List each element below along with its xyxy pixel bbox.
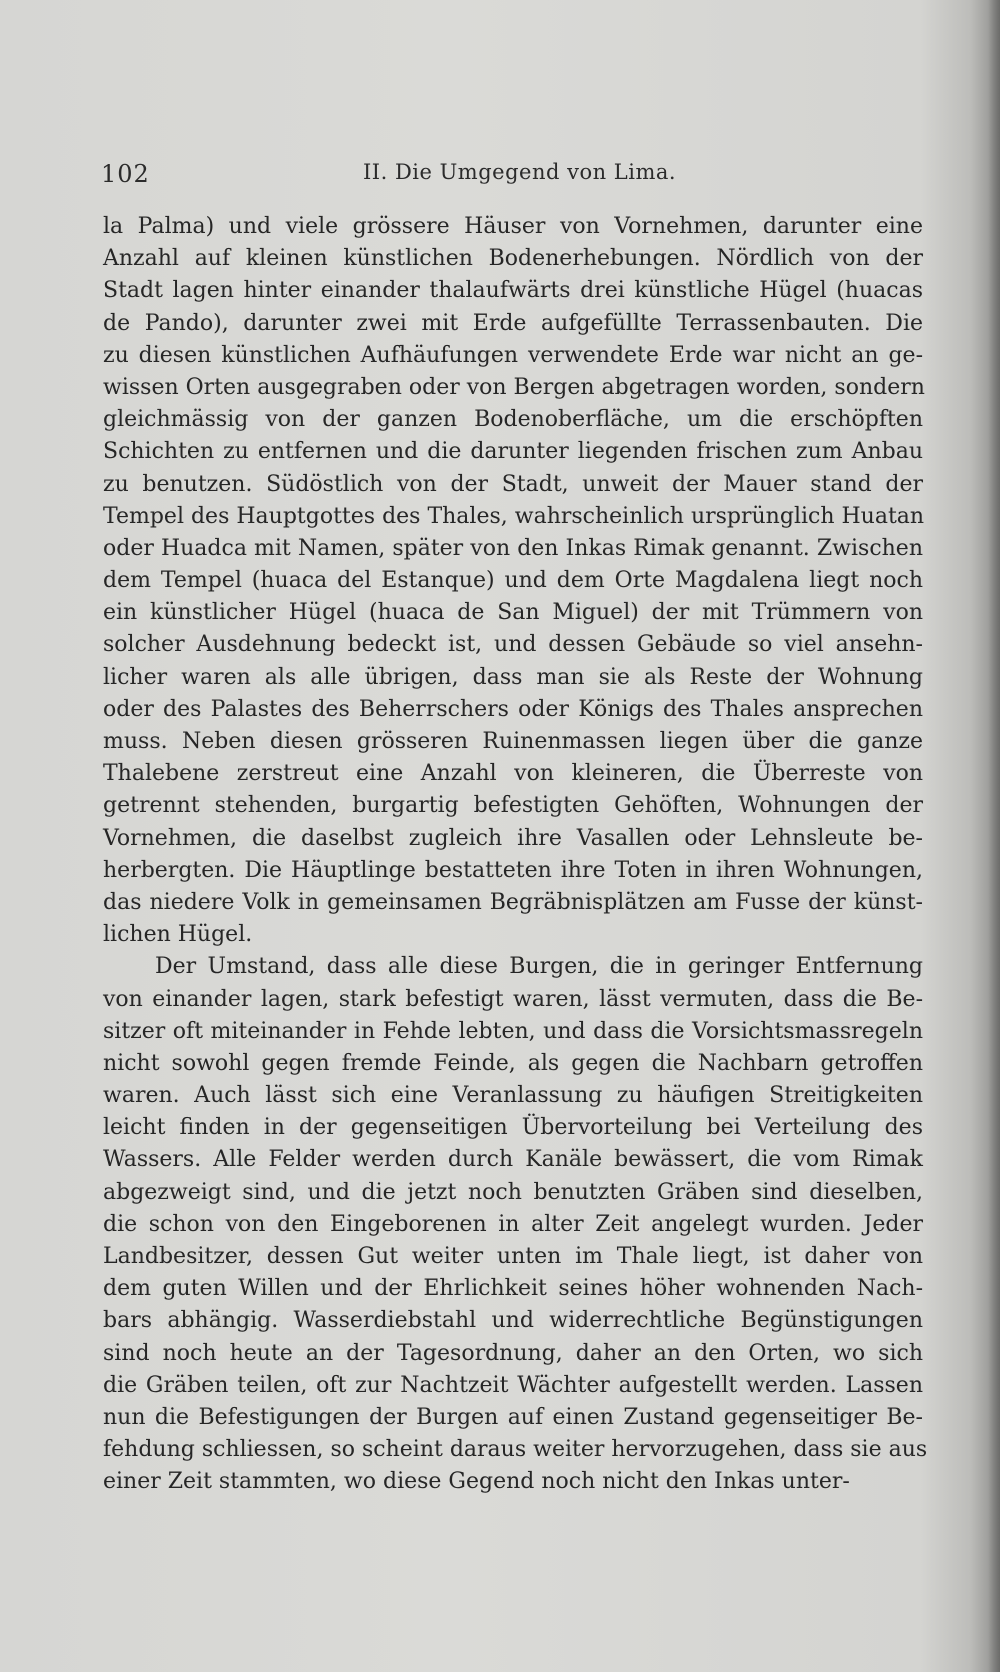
text-line: getrennt stehenden, burgartig befestigten Gehöften, Wohnungen der xyxy=(103,793,923,819)
text-line: lichen Hügel. xyxy=(103,922,253,948)
text-line: oder des Palastes des Beherrschers oder Königs des Thales ansprechen xyxy=(103,696,923,722)
text-line: Landbesitzer, dessen Gut weiter unten im Thale liegt, ist daher von xyxy=(103,1244,923,1269)
text-line: bars abhängig. Wasserdiebstahl und widerrechtliche Begünstigungen xyxy=(103,1308,923,1334)
text-line: die schon von den Eingeborenen in alter Zeit angelegt wurden. Jeder xyxy=(103,1211,923,1237)
text-line: nun die Befestigungen der Burgen auf einen Zustand gegenseitiger Be- xyxy=(103,1404,923,1430)
text-line: Stadt lagen hinter einander thalaufwärts drei künstliche Hügel (huacas xyxy=(103,278,923,304)
running-head: II. Die Umgegend von Lima. xyxy=(363,160,677,184)
page-header xyxy=(101,160,901,194)
text-line: Tempel des Hauptgottes des Thales, wahrscheinlich ursprünglich Huatan xyxy=(103,503,925,529)
text-line: oder Huadca mit Namen, später von den Inkas Rimak genannt. Zwischen xyxy=(103,535,923,561)
text-line: von einander lagen, stark befestigt waren, lässt vermuten, dass die Be- xyxy=(103,986,923,1012)
text-line: sind noch heute an der Tagesordnung, daher an den Orten, wo sich xyxy=(103,1340,923,1366)
page-number: 102 xyxy=(101,160,150,188)
paragraph-2 xyxy=(103,951,928,1498)
text-line: ein künstlicher Hügel (huaca de San Miguel) der mit Trümmern von xyxy=(103,600,923,626)
text-line: die Gräben teilen, oft zur Nachtzeit Wächter aufgestellt werden. Lassen xyxy=(103,1372,923,1398)
text-line: dem Tempel (huaca del Estanque) und dem Orte Magdalena liegt noch xyxy=(103,568,923,594)
text-line: gleichmässig von der ganzen Bodenoberfläche, um die erschöpften xyxy=(103,407,923,433)
text-line: das niedere Volk in gemeinsamen Begräbnisplätzen am Fusse der künst- xyxy=(103,889,923,915)
text-line: zu diesen künstlichen Aufhäufungen verwendete Erde war nicht an ge- xyxy=(103,342,923,368)
text-line: Anzahl auf kleinen künstlichen Bodenerhebungen. Nördlich von der xyxy=(103,246,923,272)
text-line: wissen Orten ausgegraben oder von Bergen abgetragen worden, sondern xyxy=(103,374,925,400)
text-line: leicht finden in der gegenseitigen Übervorteilung bei Verteilung des xyxy=(103,1115,923,1141)
text-line: nicht sowohl gegen fremde Feinde, als gegen die Nachbarn getroffen xyxy=(103,1050,923,1076)
text-line: Der Umstand, dass alle diese Burgen, die in geringer Entfernung xyxy=(155,954,923,980)
text-line: herbergten. Die Häuptlinge bestatteten ihre Toten in ihren Wohnungen, xyxy=(103,857,923,883)
text-line: waren. Auch lässt sich eine Veranlassung zu häufigen Streitigkeiten xyxy=(103,1083,923,1109)
text-line: la Palma) und viele grössere Häuser von Vornehmen, darunter eine xyxy=(103,214,923,239)
text-line: abgezweigt sind, und die jetzt noch benutzten Gräben sind dieselben, xyxy=(103,1179,923,1205)
text-line: muss. Neben diesen grösseren Ruinenmassen liegen über die ganze xyxy=(103,729,923,754)
text-line: licher waren als alle übrigen, dass man sie als Reste der Wohnung xyxy=(103,664,923,690)
text-line: Wassers. Alle Felder werden durch Kanäle bewässert, die vom Rimak xyxy=(103,1147,923,1173)
text-line: fehdung schliessen, so scheint daraus weiter hervorzugehen, dass sie aus xyxy=(103,1437,928,1463)
text-line: de Pando), darunter zwei mit Erde aufgefüllte Terrassenbauten. Die xyxy=(103,310,923,336)
text-line: Thalebene zerstreut eine Anzahl von kleineren, die Überreste von xyxy=(103,761,923,787)
text-line: Vornehmen, die daselbst zugleich ihre Vasallen oder Lehnsleute be- xyxy=(103,825,923,851)
text-line: Schichten zu entfernen und die darunter liegenden frischen zum Anbau xyxy=(103,439,923,465)
text-line: sitzer oft miteinander in Fehde lebten, und dass die Vorsichtsmassregeln xyxy=(103,1018,923,1044)
body-text xyxy=(103,211,928,1499)
paragraph-1 xyxy=(103,211,923,951)
page-edge-shadow xyxy=(988,0,1000,1672)
text-line: solcher Ausdehnung bedeckt ist, und dessen Gebäude so viel ansehn- xyxy=(103,632,923,658)
text-line: dem guten Willen und der Ehrlichkeit seines höher wohnenden Nach- xyxy=(103,1276,923,1302)
text-line: zu benutzen. Südöstlich von der Stadt, unweit der Mauer stand der xyxy=(103,471,923,497)
text-line: einer Zeit stammten, wo diese Gegend noch nicht den Inkas unter- xyxy=(103,1469,850,1495)
